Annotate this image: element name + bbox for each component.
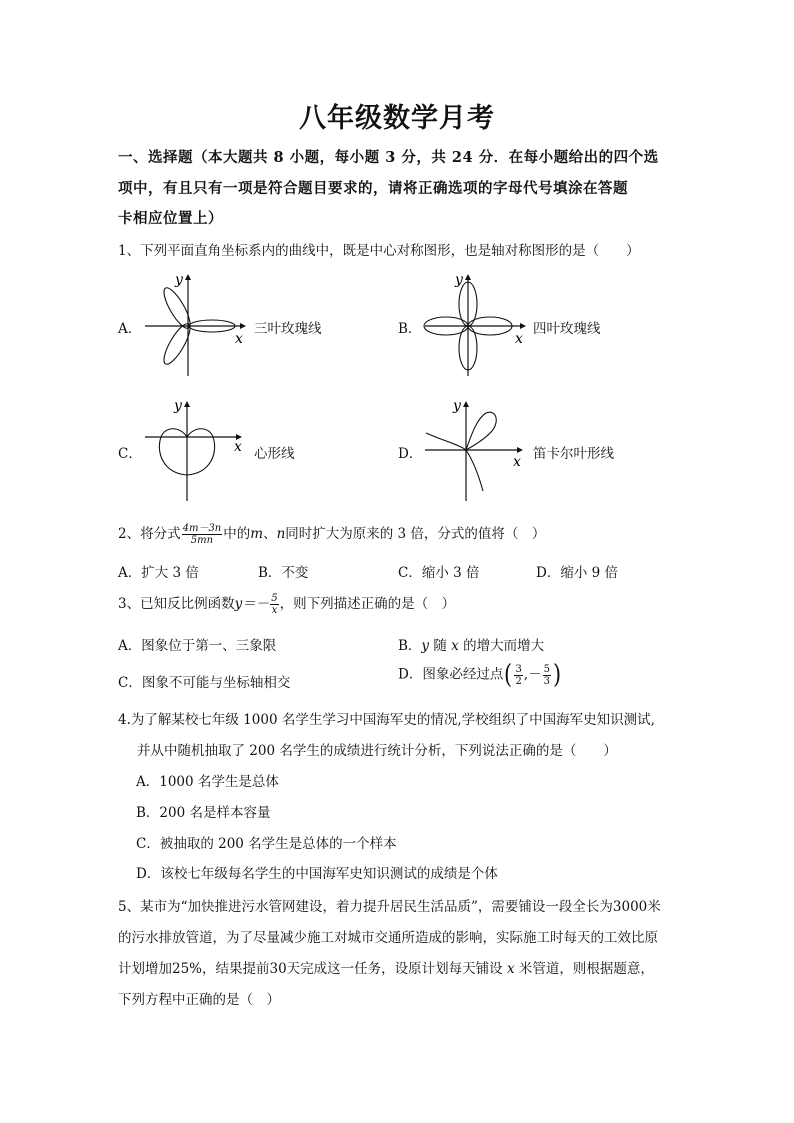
section-heading-line-1: 一、选择题（本大题共 8 小题，每小题 3 分，共 24 分．在每小题给出的四个选 [118, 149, 659, 166]
cardioid-figure [140, 393, 250, 508]
question-1-stem: 1、下列平面直角坐标系内的曲线中，既是中心对称图形，也是轴对称图形的是（ ） [118, 243, 640, 259]
q3-option-b-x: x [451, 638, 459, 654]
question-4-stem-line-1: 4.为了解某校七年级 1000 名学生学习中国海军史的情况,学校组织了中国海军史知识测试, [118, 712, 655, 728]
folium-of-descartes-figure [420, 393, 530, 508]
q3-fraction-numerator: 5 [271, 593, 278, 604]
right-paren-icon: ) [553, 660, 562, 690]
q2-var-m: m [250, 526, 264, 542]
q3-suffix: ，则下列描述正确的是（ ） [279, 596, 456, 612]
q1d-axis-y-label: y [453, 398, 461, 414]
q3-point-y-numerator: 5 [543, 663, 551, 675]
q3-option-c: C．图象不可能与坐标轴相交 [118, 675, 291, 691]
q1-option-d-letter: D． [398, 446, 423, 462]
q3-point-x-denominator: 2 [515, 675, 522, 687]
q3-point-y-denominator: 3 [543, 675, 551, 687]
q3-fraction-denominator: x [271, 605, 278, 616]
q4-option-d: D．该校七年级每名学生的中国海军史知识测试的成绩是个体 [136, 866, 498, 882]
q2-option-c: C．缩小 3 倍 [398, 565, 480, 581]
q1c-axis-y-label: y [174, 398, 182, 414]
q2-fraction [182, 523, 223, 546]
q3-option-b [398, 634, 544, 654]
q2-option-b: B．不变 [258, 565, 309, 581]
q2-fraction-denominator: 5mn [190, 535, 214, 546]
q3-point-x-fraction [514, 664, 522, 687]
question-2-stem [118, 522, 545, 546]
q1a-axis-x-label: x [235, 331, 243, 347]
q3-point-separator: ,－ [523, 666, 542, 683]
q4-option-c: C．被抽取的 200 名学生是总体的一个样本 [136, 836, 397, 852]
q3-point-x-numerator: 3 [515, 663, 522, 675]
q2-suffix-b: 同时扩大为原来的 3 倍，分式的值将（ ） [285, 526, 546, 542]
section-heading-line-3: 卡相应位置上） [118, 210, 223, 227]
section-heading-line-2: 项中，有且只有一项是符合题目要求的，请将正确选项的字母代号填涂在答题 [118, 180, 628, 197]
q3-fraction [270, 593, 278, 616]
q2-option-a: A．扩大 3 倍 [118, 565, 199, 581]
question-5-line-4: 下列方程中正确的是（ ） [118, 992, 280, 1008]
q1-option-a-letter: A． [118, 321, 142, 337]
q1-option-b-label: 四叶玫瑰线 [533, 321, 601, 337]
page-title: 八年级数学月考 [299, 103, 495, 134]
q1-option-c-label: 心形线 [254, 446, 295, 462]
q5-var-x: x [506, 961, 515, 977]
three-leaf-rose-figure [140, 266, 250, 381]
q1-option-a-label: 三叶玫瑰线 [254, 321, 322, 337]
q3-option-a: A．图象位于第一、三象限 [118, 638, 277, 654]
q5-line-3-suffix: 米管道，则根据题意， [514, 961, 654, 977]
q4-option-b: B．200 名是样本容量 [136, 805, 271, 821]
question-5-line-1: 5、某市为“加快推进污水管网建设，着力提升居民生活品质”，需要铺设一段全长为3000米 [118, 899, 661, 915]
question-5-line-2: 的污水排放管道，为了尽量减少施工对城市交通所造成的影响，实际施工时每天的工效比原 [118, 930, 658, 946]
q3-option-d [398, 662, 562, 688]
left-paren-icon: ( [504, 660, 513, 690]
q2-suffix-a: 中的 [223, 526, 251, 542]
q3-point-y-fraction [543, 664, 551, 687]
q5-line-3-prefix: 计划增加25%，结果提前30天完成这一任务，设原计划每天铺设 [118, 961, 507, 977]
q4-option-a: A．1000 名学生是总体 [136, 774, 279, 790]
q2-prefix: 2、将分式 [118, 526, 181, 542]
q1-option-d-label: 笛卡尔叶形线 [533, 446, 614, 462]
q1-option-c-letter: C． [118, 446, 142, 462]
q1-option-b-letter: B． [398, 321, 422, 337]
q3-option-d-prefix: D．图象必经过点 [398, 666, 504, 683]
question-5-line-3 [118, 957, 654, 977]
question-3-stem [118, 592, 455, 616]
q3-option-b-mid: 随 [429, 638, 452, 654]
q3-option-b-y: y [421, 638, 430, 654]
q2-var-n: n [276, 526, 286, 542]
four-leaf-rose-figure [420, 266, 530, 381]
question-4-stem-line-2: 并从中随机抽取了 200 名学生的成绩进行统计分析，下列说法正确的是（ ） [137, 743, 617, 759]
q1b-axis-x-label: x [515, 331, 523, 347]
q1a-axis-y-label: y [175, 272, 183, 288]
q1b-axis-y-label: y [455, 272, 463, 288]
q3-option-b-post: 的增大而增大 [458, 638, 545, 654]
q1c-axis-x-label: x [234, 439, 242, 455]
q3-option-b-prefix: B． [398, 638, 422, 654]
q1d-axis-x-label: x [513, 454, 521, 470]
q3-prefix: 3、已知反比例函数 [118, 596, 235, 612]
q2-fraction-numerator: 4m－3n [182, 523, 222, 534]
q3-function-lhs: y＝－ [234, 596, 270, 612]
q2-sep: 、 [263, 526, 277, 542]
q2-option-d: D．缩小 9 倍 [536, 565, 618, 581]
